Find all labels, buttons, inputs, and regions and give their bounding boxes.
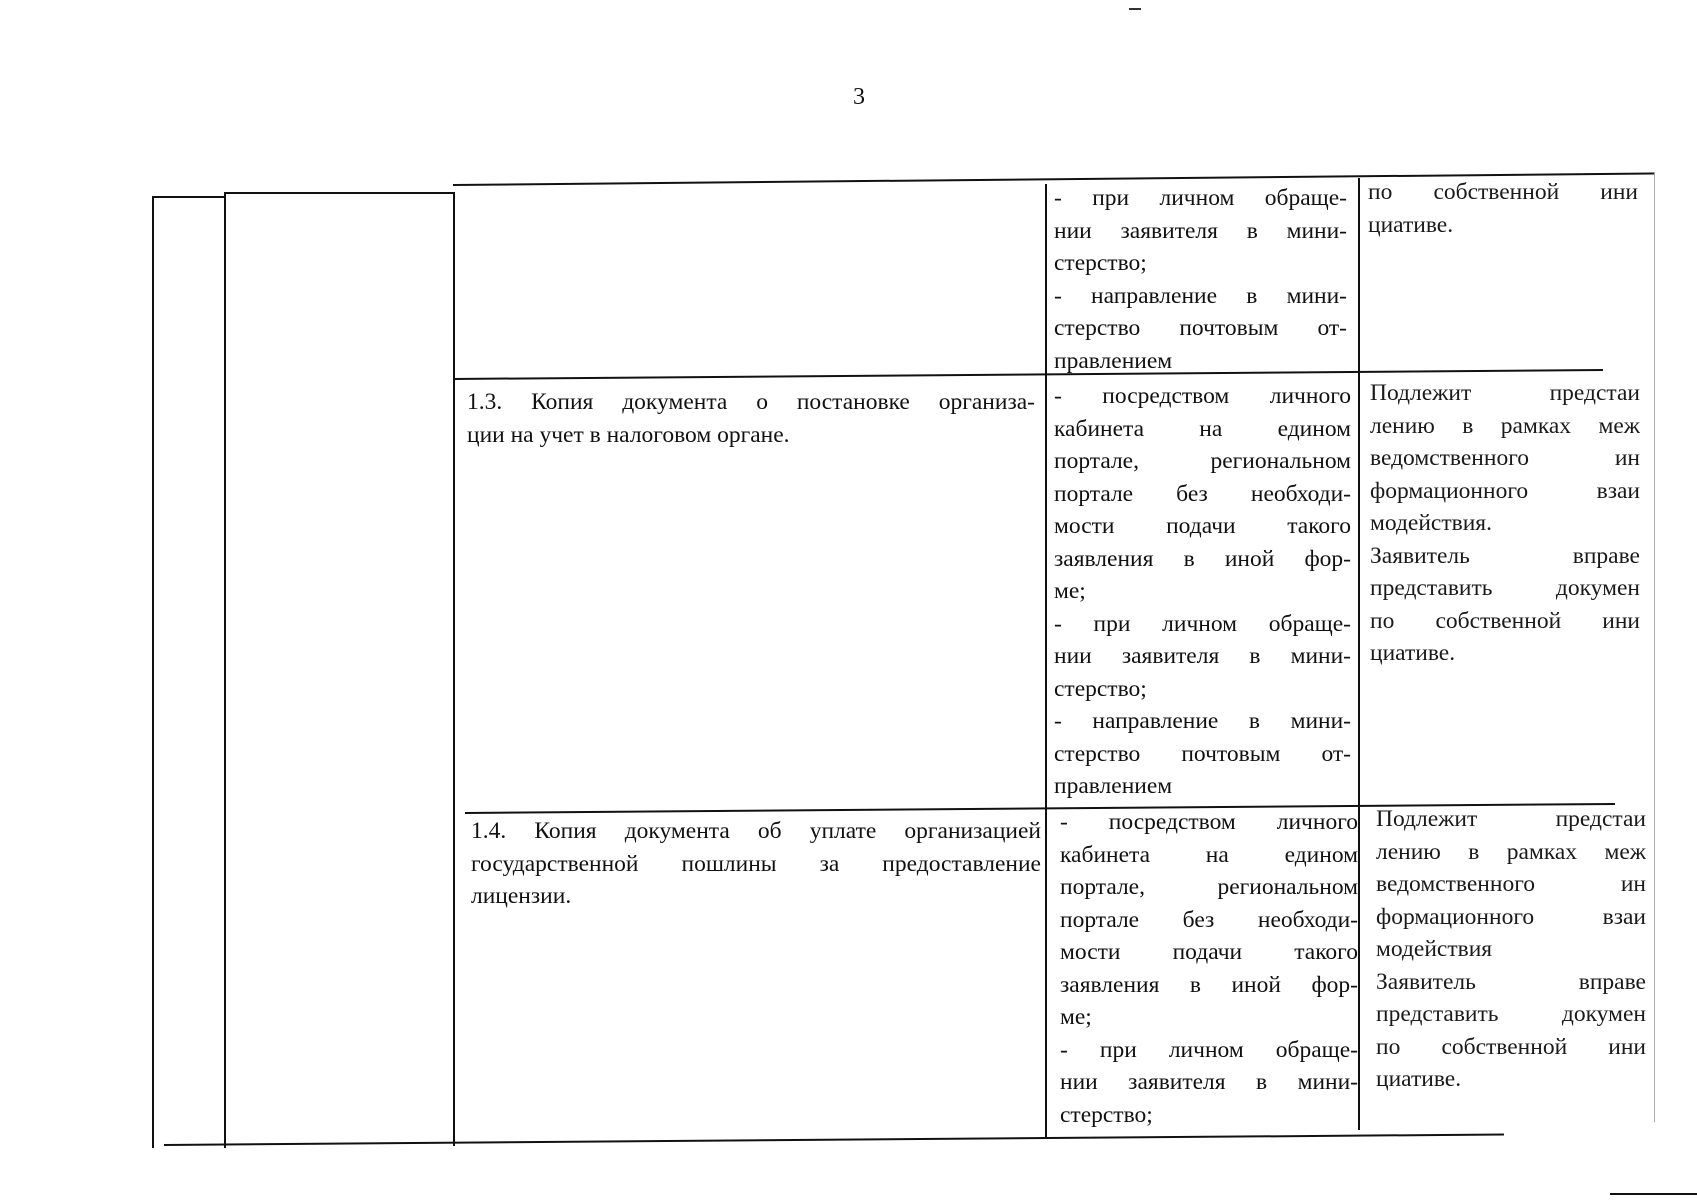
text-line: стерство почтовым от- — [1054, 740, 1351, 767]
text-line: лению в рамках меж — [1370, 412, 1640, 439]
text-line: - направление в мини- — [1054, 708, 1351, 734]
text-line: Подлежит предстаи — [1376, 806, 1646, 832]
text-line: 1.4. Копия документа об уплате организацией — [471, 818, 1041, 844]
text-line: 1.3. Копия документа о постановке организа- — [467, 389, 1035, 415]
row-3-note-cell — [1376, 803, 1646, 1123]
table-border-top — [152, 196, 224, 198]
text-line: портале без необходи- — [1054, 480, 1351, 507]
row-1-method-cell — [1054, 182, 1347, 378]
text-line: заявления в иной фор- — [1054, 545, 1351, 572]
text-line: заявления в иной фор- — [1060, 971, 1358, 998]
row-2-note-cell — [1370, 377, 1640, 697]
table-border-top — [224, 192, 453, 194]
text-line: по собственной ини — [1376, 1033, 1646, 1060]
text-line: Заявитель вправе — [1376, 968, 1646, 995]
text-line: правлением — [1054, 347, 1173, 374]
text-line: - посредством личного — [1060, 809, 1358, 835]
text-line: стерство почтовым от- — [1054, 315, 1347, 341]
text-line: нии заявителя в мини- — [1060, 1069, 1358, 1095]
text-line: ведомственного ин — [1376, 871, 1646, 897]
text-line: портале, региональном — [1060, 874, 1358, 900]
row-2-document-cell — [467, 386, 1035, 786]
table-column-divider — [1045, 184, 1047, 1137]
text-line: стерство; — [1054, 675, 1147, 702]
text-line: циативе. — [1376, 1066, 1462, 1092]
text-line: стерство; — [1054, 250, 1147, 276]
table-column-divider — [224, 194, 226, 1148]
text-line: представить докумен — [1370, 575, 1640, 601]
text-line: лицензии. — [471, 883, 572, 909]
text-line: циативе. — [1370, 640, 1456, 666]
row-3-method-cell — [1060, 806, 1358, 1138]
scan-artifact — [1129, 8, 1141, 10]
text-line: стерство; — [1060, 1101, 1153, 1128]
text-line: мости подачи такого — [1054, 513, 1351, 539]
text-line: представить докумен — [1376, 1001, 1646, 1027]
text-line: - посредством личного — [1054, 383, 1351, 409]
text-line: правлением — [1054, 773, 1173, 799]
row-3-document-cell — [471, 815, 1041, 1115]
text-line: ведомственного ин — [1370, 445, 1640, 471]
text-line: формационного взаи — [1376, 903, 1646, 930]
text-line: нии заявителя в мини- — [1054, 217, 1347, 244]
row-1-note-cell — [1368, 176, 1638, 372]
text-line: портале, региональном — [1054, 448, 1351, 474]
scan-artifact — [1610, 1193, 1697, 1195]
text-line: по собственной ини — [1370, 607, 1640, 634]
text-line: циативе. — [1368, 211, 1454, 238]
text-line: нии заявителя в мини- — [1054, 643, 1351, 669]
text-line: государственной пошлины за предоставление — [471, 850, 1041, 877]
text-line: ме; — [1060, 1004, 1092, 1030]
text-line: модействия. — [1370, 510, 1492, 536]
text-line: - при личном обраще- — [1054, 185, 1347, 211]
text-line: - при личном обраще- — [1060, 1036, 1358, 1063]
table-column-divider — [1358, 178, 1360, 1130]
table-column-divider — [453, 192, 455, 1146]
text-line: формационного взаи — [1370, 477, 1640, 504]
text-line: - направление в мини- — [1054, 282, 1347, 309]
text-line: - при личном обраще- — [1054, 610, 1351, 637]
text-line: мости подачи такого — [1060, 939, 1358, 965]
text-line: ме; — [1054, 578, 1086, 604]
text-line: кабинета на едином — [1060, 841, 1358, 868]
text-line: Заявитель вправе — [1370, 542, 1640, 569]
page-number: 3 — [853, 84, 865, 110]
row-2-method-cell — [1054, 380, 1351, 810]
text-line: модействия — [1376, 936, 1493, 962]
text-line: лению в рамках меж — [1376, 838, 1646, 865]
text-line: Подлежит предстаи — [1370, 380, 1640, 406]
table-border-right — [1654, 172, 1655, 1122]
text-line: кабинета на едином — [1054, 415, 1351, 442]
text-line: по собственной ини — [1368, 179, 1638, 205]
text-line: ции на учет в налоговом органе. — [467, 421, 790, 448]
text-line: портале без необходи- — [1060, 906, 1358, 933]
table-border-left — [152, 196, 154, 1148]
